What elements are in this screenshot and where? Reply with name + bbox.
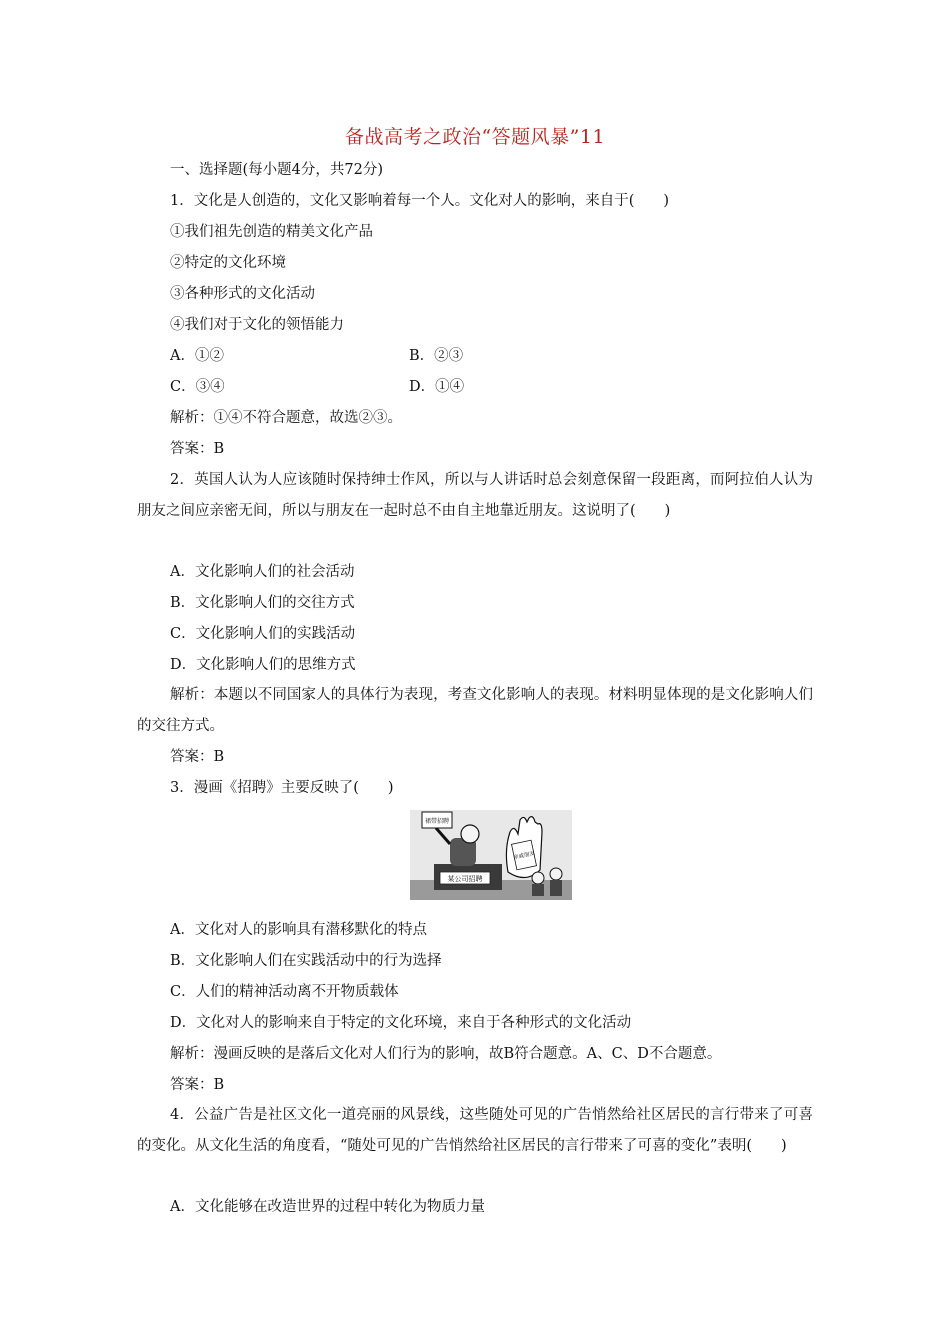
q1-option-c: C．③④ <box>170 379 225 395</box>
q1-answer: 答案：B <box>170 441 225 457</box>
cartoon-applicant-head-2 <box>550 868 562 880</box>
q1-option-b: B．②③ <box>409 348 464 364</box>
q1-item-1: ①我们祖先创造的精美文化产品 <box>170 224 373 240</box>
q1-item-2: ②特定的文化环境 <box>170 255 286 271</box>
q1-option-d: D．①④ <box>409 379 465 395</box>
cartoon-applicant-body-1 <box>532 884 544 896</box>
q2-analysis: 解析：本题以不同国家人的具体行为表现，考查文化影响人的表现。材料明显体现的是文化影响人们的交往方式。 <box>137 687 813 734</box>
cartoon-desk-sign-text: 某公司招聘 <box>447 875 483 883</box>
q3-option-c: C．人们的精神活动离不开物质载体 <box>170 984 399 1000</box>
cartoon-applicant-body-2 <box>550 880 562 896</box>
document-title: 备战高考之政治“答题风暴”11 <box>344 126 606 148</box>
cartoon-hand-label-text: 亲戚朋友 <box>512 850 536 862</box>
q1-item-4: ④我们对于文化的领悟能力 <box>170 317 344 333</box>
q1-option-a: A．①② <box>170 348 224 364</box>
cartoon-held-sign-text: 裙带招聘 <box>424 818 450 825</box>
recruitment-cartoon <box>410 810 572 900</box>
q2-stem: 2．英国人认为人应该随时保持绅士作风，所以与人讲话时总会刻意保留一段距离，而阿拉伯人认为朋友之间应亲密无间，所以与朋友在一起时总不由自主地靠近朋友。这说明了( ) <box>137 472 813 519</box>
cartoon-man-head <box>461 825 479 843</box>
q2-option-c: C．文化影响人们的实践活动 <box>170 626 356 642</box>
q1-item-3: ③各种形式的文化活动 <box>170 286 315 302</box>
q4-stem: 4．公益广告是社区文化一道亮丽的风景线，这些随处可见的广告悄然给社区居民的言行带来了可喜的变化。从文化生活的角度看，“随处可见的广告悄然给社区居民的言行带来了可喜的变化”表明( ) <box>137 1107 813 1154</box>
q3-option-b: B．文化影响人们在实践活动中的行为选择 <box>170 953 442 969</box>
section-heading: 一、选择题(每小题4分，共72分) <box>170 162 383 178</box>
q4-option-a: A．文化能够在改造世界的过程中转化为物质力量 <box>170 1199 485 1215</box>
cartoon-applicant-head-1 <box>532 872 544 884</box>
q1-analysis: 解析：①④不符合题意，故选②③。 <box>170 410 402 426</box>
q2-answer: 答案：B <box>170 749 225 765</box>
q2-option-b: B．文化影响人们的交往方式 <box>170 595 355 611</box>
q1-stem: 1．文化是人创造的，文化又影响着每一个人。文化对人的影响，来自于( ) <box>170 193 670 209</box>
q2-option-d: D．文化影响人们的思维方式 <box>170 657 356 673</box>
q2-option-a: A．文化影响人们的社会活动 <box>170 564 355 580</box>
q3-analysis: 解析：漫画反映的是落后文化对人们行为的影响，故B符合题意。A、C、D不合题意。 <box>170 1046 722 1062</box>
q3-stem: 3．漫画《招聘》主要反映了( ) <box>170 780 394 796</box>
q3-answer: 答案：B <box>170 1077 225 1093</box>
q3-option-a: A．文化对人的影响具有潜移默化的特点 <box>170 922 427 938</box>
q3-option-d: D．文化对人的影响来自于特定的文化环境，来自于各种形式的文化活动 <box>170 1015 632 1031</box>
